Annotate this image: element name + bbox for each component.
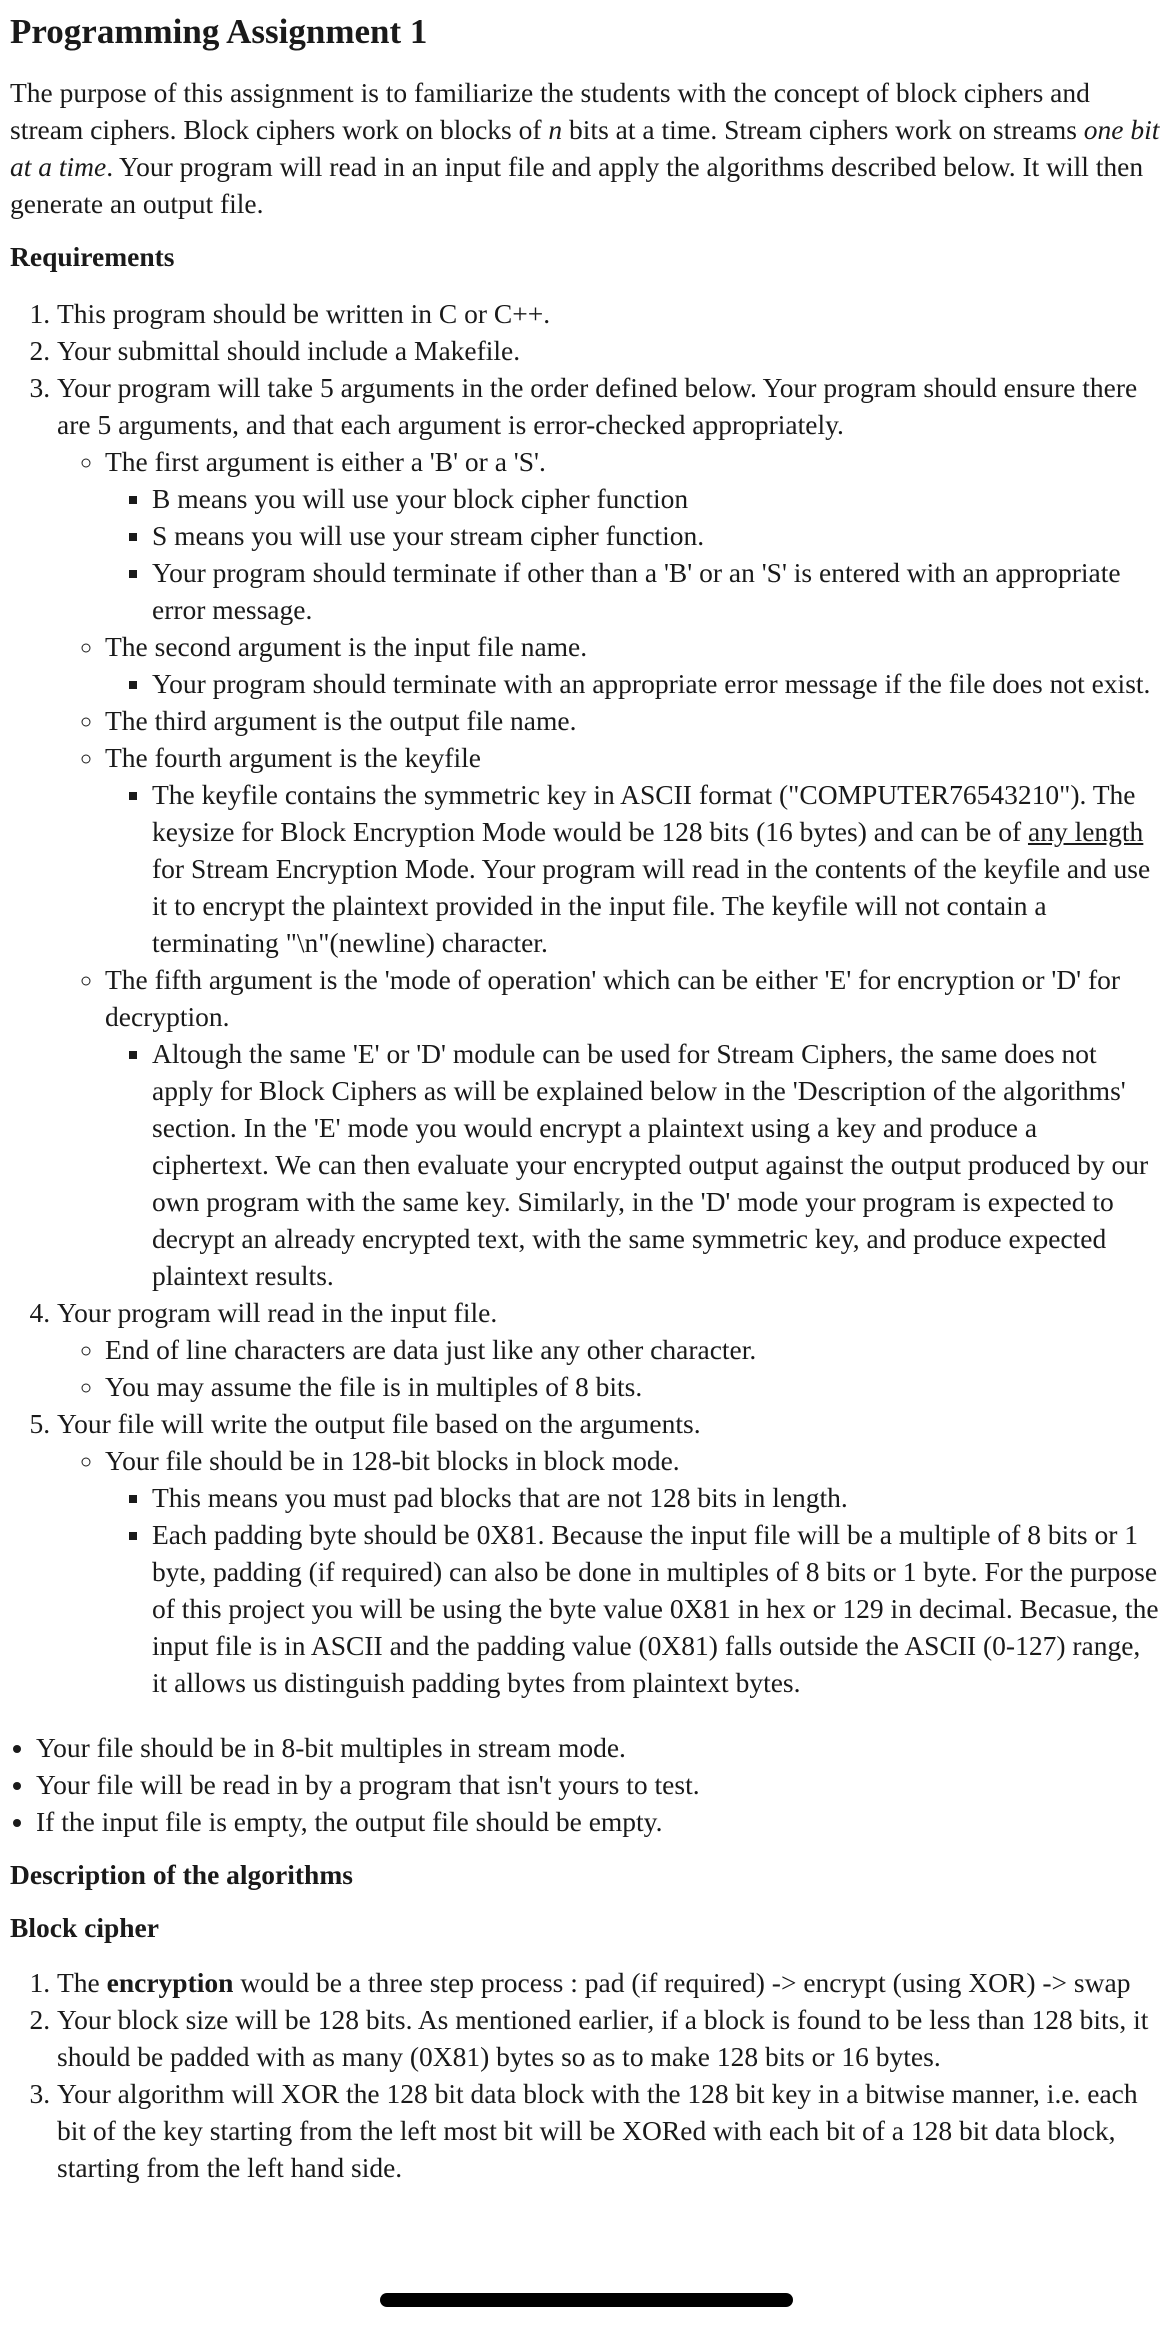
list-item: 3. Your algorithm will XOR the 128 bit data block with the 128 bit key in a bitwise manner, i.e. each bit of the key starting from the left most bit will be XORed with each bit of a 128 bit data block, starting from the left hand side. bbox=[57, 2075, 1160, 2186]
document-page bbox=[0, 10, 1170, 2186]
block-cipher-list bbox=[10, 1964, 1160, 2186]
list-item: ◦ You may assume the file is in multiples of 8 bits. bbox=[105, 1368, 1160, 1405]
list-item: ▪ Your program should terminate if other than a 'B' or an 'S' is entered with an appropriate error message. bbox=[152, 554, 1160, 628]
list-item: ◦ The fifth argument is the 'mode of operation' which can be either 'E' for encryption or 'D' for decryption. ▪ Altough the same 'E' or 'D' module can be used for Stream Ciphers, the same does not apply for Block Ciphers as will be explained below in the 'Description of the algorithms' section. In the 'E' mode you would encrypt a plaintext using a key and produce a ciphertext. We can then evaluate your encrypted output against the output produced by our own program with the same key. Similarly, in the 'D' mode your program is expected to decrypt an already encrypted text, with the same symmetric key, and produce expected plaintext results. bbox=[105, 961, 1160, 1294]
list-item: 1. The encryption would be a three step process : pad (if required) -> encrypt (using XOR) -> swap bbox=[57, 1964, 1160, 2001]
home-indicator[interactable] bbox=[380, 2293, 793, 2307]
extra-requirements-list bbox=[10, 1729, 1160, 1840]
list-item: • If the input file is empty, the output file should be empty. bbox=[36, 1803, 1160, 1840]
list-item: ◦ The second argument is the input file name. ▪ Your program should terminate with an appropriate error message if the file does not exist. bbox=[105, 628, 1160, 702]
list-item: ◦ The third argument is the output file name. bbox=[105, 702, 1160, 739]
list-item: ▪ S means you will use your stream cipher function. bbox=[152, 517, 1160, 554]
list-item: ◦ Your file should be in 128-bit blocks in block mode. ▪ This means you must pad blocks that are not 128 bits in length. ▪ Each padding byte should be 0X81. Because the input file will be a multiple of 8 bits or 1 byte, padding (if required) can also be done in multiples of 8 bits or 1 byte. For the purpose of this project you will be using the byte value 0X81 in hex or 129 in decimal. Becasue, the input file is in ASCII and the padding value (0X81) falls outside the ASCII (0-127) range, it allows us distinguish padding bytes from plaintext bytes. bbox=[105, 1442, 1160, 1701]
algorithms-heading: Description of the algorithms bbox=[10, 1859, 353, 1890]
any-length-link[interactable]: any length bbox=[1027, 816, 1144, 847]
requirements-heading: Requirements bbox=[10, 241, 175, 272]
list-item: ◦ The first argument is either a 'B' or a 'S'. ▪ B means you will use your block cipher function ▪ S means you will use your stream cipher function. ▪ Your program should terminate if other than a 'B' or an 'S' is entered with an appropriate error message. bbox=[105, 443, 1160, 628]
list-item: ▪ Altough the same 'E' or 'D' module can be used for Stream Ciphers, the same does not apply for Block Ciphers as will be explained below in the 'Description of the algorithms' section. In the 'E' mode you would encrypt a plaintext using a key and produce a ciphertext. We can then evaluate your encrypted output against the output produced by our own program with the same key. Similarly, in the 'D' mode your program is expected to decrypt an already encrypted text, with the same symmetric key, and produce expected plaintext results. bbox=[152, 1035, 1160, 1294]
list-item: ▪ B means you will use your block cipher function bbox=[152, 480, 1160, 517]
list-item: 1. This program should be written in C or C++. bbox=[57, 295, 1160, 332]
list-item: • Your file will be read in by a program that isn't yours to test. bbox=[36, 1766, 1160, 1803]
list-item: ▪ Each padding byte should be 0X81. Because the input file will be a multiple of 8 bits or 1 byte, padding (if required) can also be done in multiples of 8 bits or 1 byte. For the purpose of this project you will be using the byte value 0X81 in hex or 129 in decimal. Becasue, the input file is in ASCII and the padding value (0X81) falls outside the ASCII (0-127) range, it allows us distinguish padding bytes from plaintext bytes. bbox=[152, 1516, 1160, 1701]
list-item: ▪ This means you must pad blocks that are not 128 bits in length. bbox=[152, 1479, 1160, 1516]
list-item: ◦ The fourth argument is the keyfile ▪ The keyfile contains the symmetric key in ASCII format ("COMPUTER76543210"). The keysize for Block Encryption Mode would be 128 bits (16 bytes) and can be of any length for Stream Encryption Mode. Your program will read in the contents of the keyfile and use it to encrypt the plaintext provided in the input file. The keyfile will not contain a terminating "\n"(newline) character. bbox=[105, 739, 1160, 961]
page-title: Programming Assignment 1 bbox=[10, 12, 428, 51]
requirements-list bbox=[10, 295, 1160, 1701]
list-item: 2. Your block size will be 128 bits. As mentioned earlier, if a block is found to be less than 128 bits, it should be padded with as many (0X81) bytes so as to make 128 bits or 16 bytes. bbox=[57, 2001, 1160, 2075]
list-item: 2. Your submittal should include a Makefile. bbox=[57, 332, 1160, 369]
list-item: ▪ Your program should terminate with an appropriate error message if the file does not exist. bbox=[152, 665, 1160, 702]
list-item: • Your file should be in 8-bit multiples in stream mode. bbox=[36, 1729, 1160, 1766]
list-item: 5. Your file will write the output file based on the arguments. ◦ Your file should be in 128-bit blocks in block mode. ▪ This means you must pad blocks that are not 128 bits in length. ▪ Each padding byte should be 0X81. Because the input file will be a multiple of 8 bits or 1 byte, padding (if required) can also be done in multiples of 8 bits or 1 byte. For the purpose of this project you will be using the byte value 0X81 in hex or 129 in decimal. Becasue, the input file is in ASCII and the padding value (0X81) falls outside the ASCII (0-127) range, it allows us distinguish padding bytes from plaintext bytes. bbox=[57, 1405, 1160, 1701]
block-cipher-heading: Block cipher bbox=[10, 1912, 159, 1943]
list-item: 3. Your program will take 5 arguments in the order defined below. Your program should ensure there are 5 arguments, and that each argument is error-checked appropriately. ◦ The first argument is either a 'B' or a 'S'. ▪ B means you will use your block cipher function ▪ S means you will use your stream cipher function. ▪ Your program should terminate if other than a 'B' or an 'S' is entered with an appropriate error message. ◦ The second argument is the input file name. ▪ Your program should terminate with an appropriate error message if the file does not exist. ◦ The third argument is the output file name. ◦ The fourth argument is the keyfile ▪ The keyfile contains the symmetric key in ASCII format ("COMPUTER76543210"). The keysize for Block Encryption Mode would be 128 bits (16 bytes) and can be of any length for Stream Encryption Mode. Your program will read in the contents of the keyfile and use it to encrypt the plaintext provided in the input file. The keyfile will not contain a terminating "\n"(newline) character. ◦ The fifth argument is the 'mode of operation' which can be either 'E' for encryption or 'D' for decryption. ▪ Altough the same 'E' or 'D' module can be used for Stream Ciphers, the same does not apply for Block Ciphers as will be explained below in the 'Description of the algorithms' section. In the 'E' mode you would encrypt a plaintext using a key and produce a ciphertext. We can then evaluate your encrypted output against the output produced by our own program with the same key. Similarly, in the 'D' mode your program is expected to decrypt an already encrypted text, with the same symmetric key, and produce expected plaintext results. bbox=[57, 369, 1160, 1294]
list-item: 4. Your program will read in the input file. ◦ End of line characters are data just like any other character. ◦ You may assume the file is in multiples of 8 bits. bbox=[57, 1294, 1160, 1405]
intro-paragraph: The purpose of this assignment is to familiarize the students with the concept of block ciphers and stream ciphers. Block ciphers work on blocks of n bits at a time. Stream ciphers work on streams one bit at a time. Your program will read in an input file and apply the algorithms described below. It will then generate an output file. bbox=[10, 77, 1160, 219]
list-item: ◦ End of line characters are data just like any other character. bbox=[105, 1331, 1160, 1368]
list-item: ▪ The keyfile contains the symmetric key in ASCII format ("COMPUTER76543210"). The keysize for Block Encryption Mode would be 128 bits (16 bytes) and can be of any length for Stream Encryption Mode. Your program will read in the contents of the keyfile and use it to encrypt the plaintext provided in the input file. The keyfile will not contain a terminating "\n"(newline) character. bbox=[152, 776, 1160, 961]
